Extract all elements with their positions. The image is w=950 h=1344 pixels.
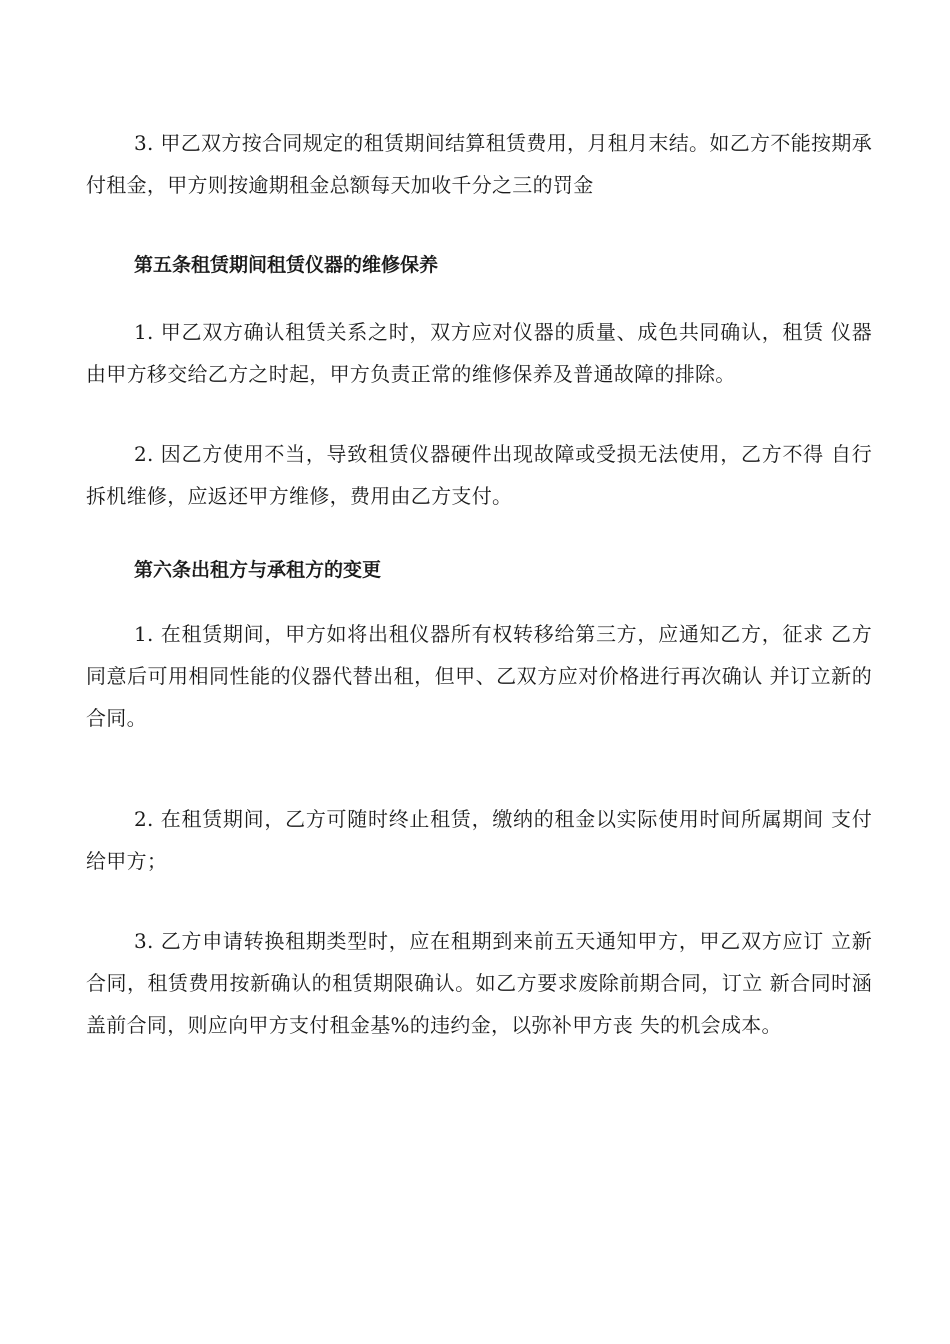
paragraph-text: 2. 在租赁期间，乙方可随时终止租赁，缴纳的租金以实际使用时间所属期间 支付给甲方； [86,807,872,873]
article-6-heading: 第六条出租方与承租方的变更 [134,559,382,581]
payment-clause-item-3 [86,122,872,206]
paragraph-text: 1. 在租赁期间，甲方如将出租仪器所有权转移给第三方，应通知乙方，征求 乙方同意后可用相同性能的仪器代替出租，但甲、乙双方应对价格进行再次确认 并订立新的合同。 [86,622,872,730]
article-6-item-3 [86,920,872,1046]
paragraph-text: 1. 甲乙双方确认租赁关系之时，双方应对仪器的质量、成色共同确认，租赁 仪器由甲方移交给乙方之时起，甲方负责正常的维修保养及普通故障的排除。 [86,320,872,386]
paragraph-text: 3. 乙方申请转换租期类型时，应在租期到来前五天通知甲方，甲乙双方应订 立新合同，租赁费用按新确认的租赁期限确认。如乙方要求废除前期合同，订立 新合同时涵盖前合同，则应向甲方支付租金基%的违约金，以弥补甲方丧 失的机会成本。 [86,929,872,1037]
article-5-heading: 第五条租赁期间租赁仪器的维修保养 [134,254,439,276]
article-6-item-1 [86,613,872,739]
article-6-heading-block [86,555,872,585]
article-6-item-2 [86,798,872,882]
paragraph-text: 2. 因乙方使用不当，导致租赁仪器硬件出现故障或受损无法使用，乙方不得 自行拆机维修，应返还甲方维修，费用由乙方支付。 [86,442,872,508]
article-5-heading-block [86,250,872,280]
paragraph-text: 3. 甲乙双方按合同规定的租赁期间结算租赁费用，月租月末结。如乙方不能按期承付租金，甲方则按逾期租金总额每天加收千分之三的罚金 [86,131,872,197]
article-5-item-1 [86,311,872,395]
article-5-item-2 [86,433,872,517]
